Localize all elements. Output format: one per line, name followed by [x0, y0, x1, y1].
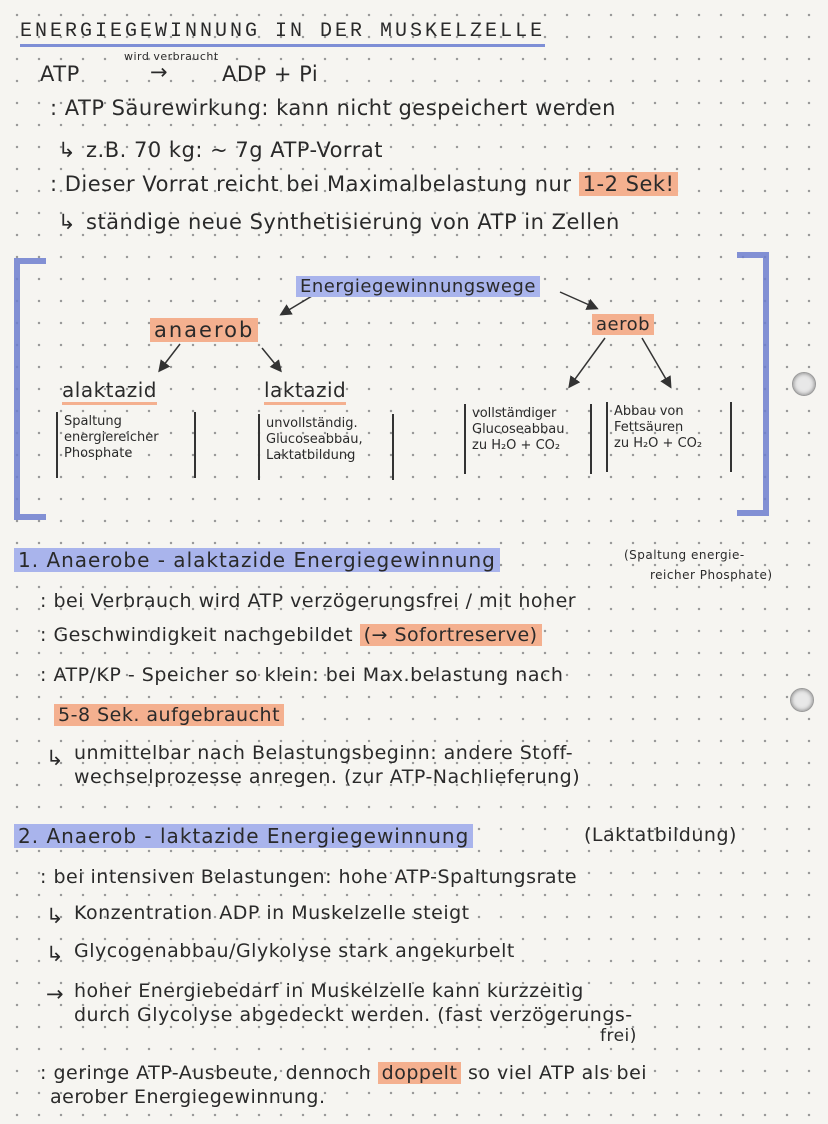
hook-arrow-icon: ↳ — [46, 746, 65, 770]
section2-heading: 2. Anaerob - laktazide Energiegewinnung — [14, 824, 473, 848]
section1-heading: 1. Anaerobe - alaktazide Energiegewinnung — [14, 548, 500, 572]
section2-line-6 — [40, 1062, 647, 1084]
box-vollstaendig — [464, 404, 592, 474]
section1-line-6: wechselprozesse anregen. (zur ATP-Nachlieferung) — [74, 766, 581, 788]
box-fettsaeuren-line: zu H₂O + CO₂ — [614, 436, 703, 451]
section2-line-5b: frei) — [600, 1026, 637, 1046]
section1-note-2: reicher Phosphate) — [650, 568, 773, 582]
section2-line-5: durch Glycolyse abgedeckt werden. (fast verzögerungs- — [74, 1004, 633, 1026]
diagram-root: Energiegewinnungswege — [296, 276, 540, 297]
arrow-to-alaktazid — [160, 344, 180, 370]
section1-line-3: : ATP/KP - Speicher so klein: bei Max.belastung nach — [40, 664, 564, 686]
section2-line-6-text-b: so viel ATP als bei — [467, 1062, 648, 1084]
highlight-1-2-sek: 1-2 Sek! — [579, 172, 679, 196]
intro-line-5: ständige neue Synthetisierung von ATP in Zellen — [86, 210, 620, 234]
arrow-to-aerob-fett — [642, 338, 670, 386]
box-spaltung-line: Spaltung — [64, 414, 122, 429]
section1-line-2 — [40, 624, 542, 646]
box-fettsaeuren-line: Fettsäuren — [614, 420, 684, 435]
section2-heading-note: (Laktatbildung) — [584, 824, 737, 846]
section1-line-1: : bei Verbrauch wird ATP verzögerungsfrei / mit hoher — [40, 590, 577, 612]
box-spaltung-line: energiereicher — [64, 430, 159, 445]
highlight-sofortreserve: (→ Sofortreserve) — [360, 624, 542, 646]
box-fettsaeuren-line: Abbau von — [614, 404, 684, 419]
box-unvollstaendig-line: Glucoseabbau, — [266, 432, 363, 447]
section2-line-4: hoher Energiebedarf in Muskelzelle kann kurzzeitig — [74, 980, 584, 1002]
section2-line-7: aerober Energiegewinnung. — [50, 1086, 326, 1108]
hook-arrow-icon: ↳ — [58, 210, 77, 234]
diagram-laktazid: laktazid — [264, 378, 346, 405]
diagram-anaerob: anaerob — [150, 318, 258, 342]
arrow-right-icon: → — [46, 982, 65, 1006]
section2-line-2: Konzentration ADP in Muskelzelle steigt — [74, 902, 470, 924]
diagram-aerob: aerob — [592, 314, 654, 335]
section2-line-1: : bei intensiven Belastungen: hohe ATP-Spaltungsrate — [40, 866, 578, 888]
arrow-label: wird verbraucht — [124, 50, 219, 63]
box-unvollstaendig-line: unvollständig. — [266, 416, 358, 431]
arrow-to-aerob-glucose — [570, 338, 605, 386]
box-vollstaendig-line: Glucoseabbau — [472, 422, 565, 437]
hook-arrow-icon: ↳ — [46, 942, 65, 966]
section2-line-6-text: : geringe ATP-Ausbeute, dennoch — [40, 1062, 372, 1084]
section1-note-1: (Spaltung energie- — [624, 548, 745, 562]
box-spaltung — [56, 412, 196, 478]
intro-line-2: : ATP Säurewirkung: kann nicht gespeichert werden — [50, 96, 616, 120]
diagram-alaktazid: alaktazid — [62, 378, 157, 405]
hook-arrow-icon: ↳ — [58, 138, 77, 162]
box-unvollstaendig-line: Laktatbildung — [266, 448, 356, 463]
intro-line-3: z.B. 70 kg: ~ 7g ATP-Vorrat — [86, 138, 383, 162]
highlight-doppelt: doppelt — [378, 1062, 462, 1084]
box-spaltung-line: Phosphate — [64, 446, 133, 461]
highlight-5-8-sek: 5-8 Sek. aufgebraucht — [54, 704, 284, 726]
arrow-to-laktazid — [262, 348, 280, 370]
arrow-to-aerob — [560, 292, 596, 308]
arrow-to-anaerob — [282, 296, 312, 314]
section1-line-2-text: : Geschwindigkeit nachgebildet — [40, 624, 354, 646]
section2-line-3: Glycogenabbau/Glykolyse stark angekurbelt — [74, 940, 515, 962]
section1-line-5: unmittelbar nach Belastungsbeginn: andere Stoff- — [74, 742, 574, 764]
box-vollstaendig-line: vollständiger — [472, 406, 557, 421]
hook-arrow-icon: ↳ — [46, 904, 65, 928]
intro-adp: ADP + Pi — [222, 62, 319, 86]
page-title: ENERGIEGEWINNUNG IN DER MUSKELZELLE — [20, 20, 545, 47]
box-fettsaeuren — [606, 402, 732, 472]
punch-hole-bottom — [790, 688, 814, 712]
intro-line-4-text: : Dieser Vorrat reicht bei Maximalbelastung nur — [50, 172, 572, 196]
box-vollstaendig-line: zu H₂O + CO₂ — [472, 438, 561, 453]
intro-atp: ATP — [40, 62, 80, 86]
box-unvollstaendig — [258, 414, 394, 480]
arrow-right-icon: → — [150, 60, 169, 84]
